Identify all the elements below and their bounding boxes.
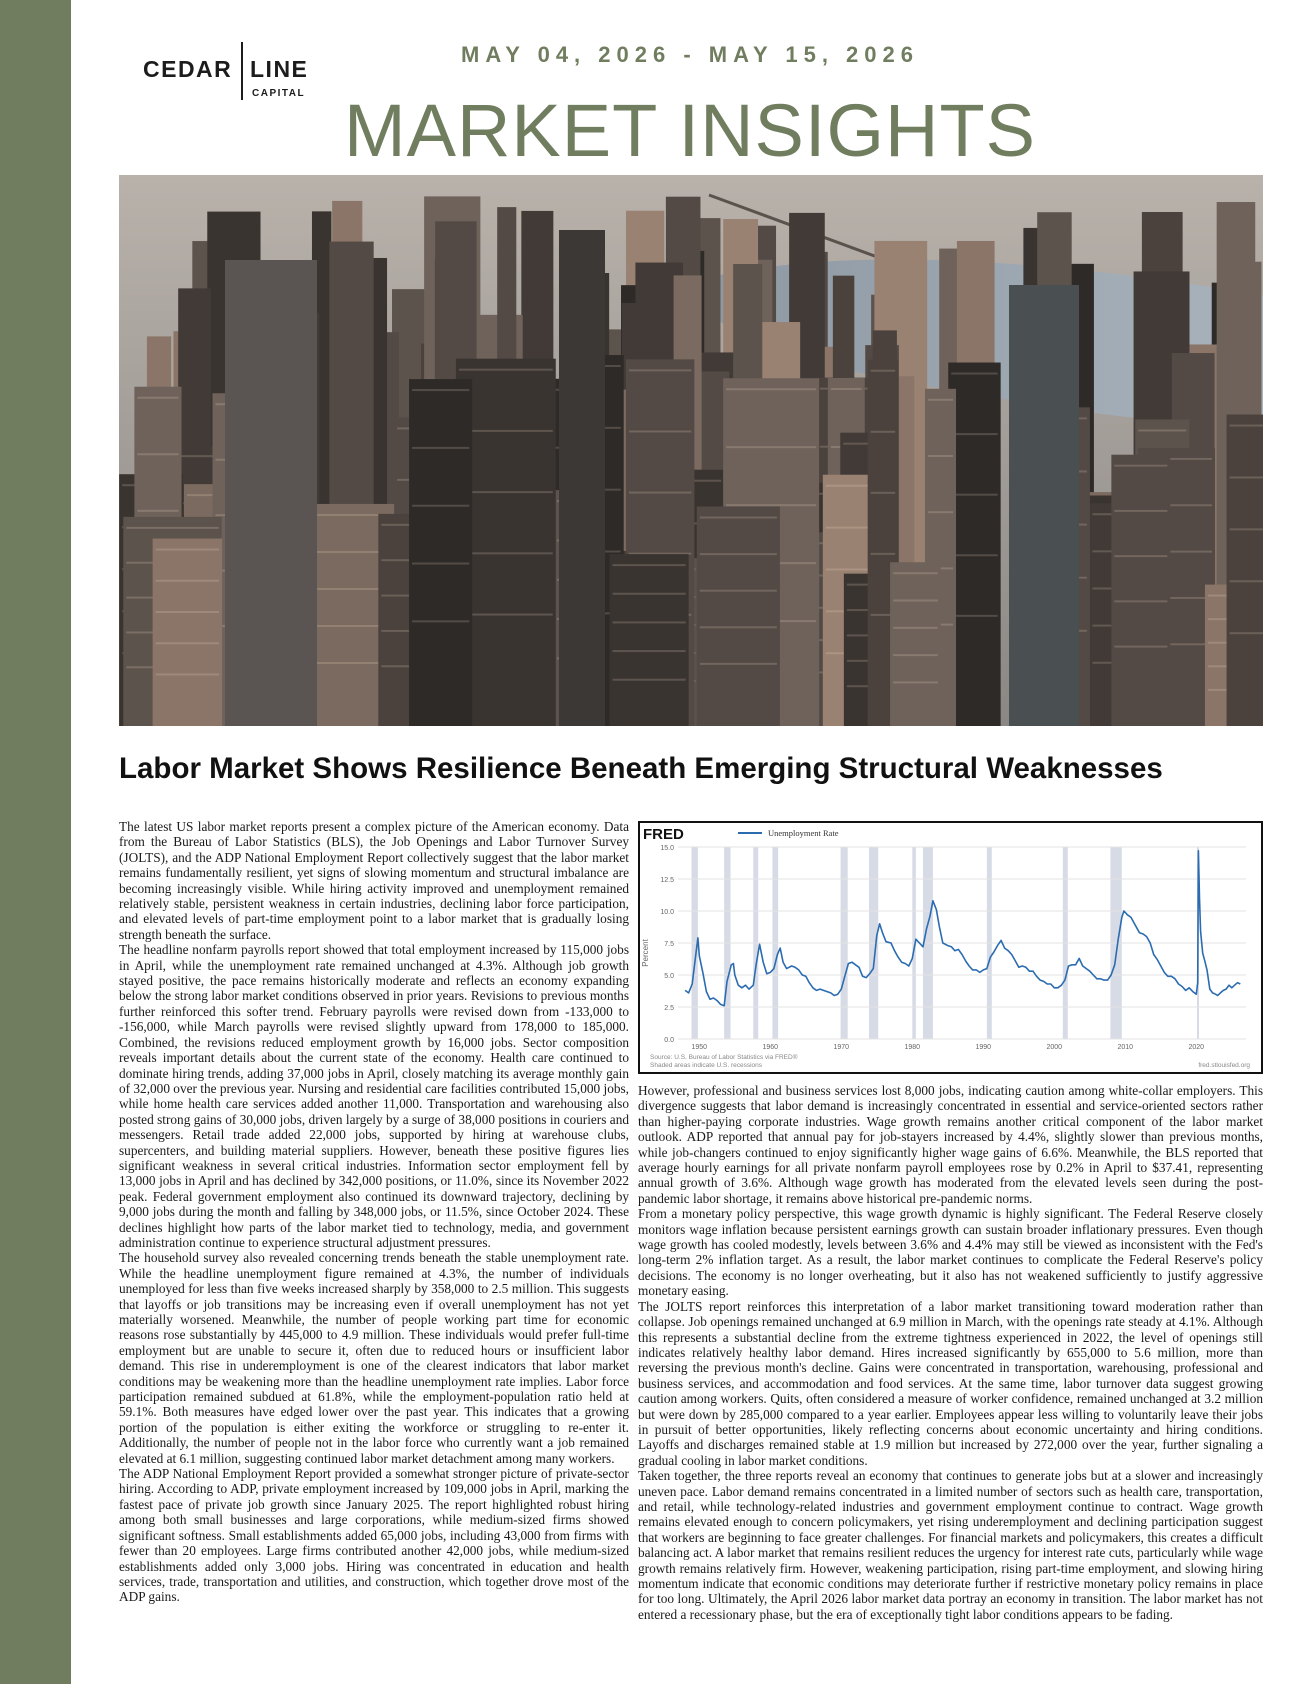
foreground-building — [610, 554, 689, 726]
date-range: MAY 04, 2026 - MAY 15, 2026 — [461, 42, 919, 67]
x-tick-label: 1990 — [975, 1044, 992, 1051]
window-row — [928, 511, 953, 513]
window-row — [459, 430, 553, 432]
window-row — [459, 369, 553, 371]
x-tick-label: 1960 — [762, 1044, 779, 1051]
chart-source-note: Source: U.S. Bureau of Labor Statistics via FRED® — [650, 1054, 798, 1061]
window-row — [629, 492, 691, 494]
window-row — [893, 681, 938, 683]
y-tick-label: 15.0 — [660, 845, 674, 852]
window-row — [459, 552, 553, 554]
fred-brand-text: FRED — [643, 826, 684, 843]
window-row — [1230, 528, 1263, 530]
window-row — [871, 370, 896, 372]
article-paragraph: The ADP National Employment Report provided a somewhat stronger picture of private-sector hiring. According to ADP, private employment increased by 109,000 jobs in April, marking the fastest pace of private job growth since January 2025. The report highlighted robust hiring among both small businesses and large corporations, while medium-sized firms showed significant softness. Small establishments added 65,000 jobs, including 43,000 from firms with fewer than 20 employees. Large firms contributed another 42,000 jobs, while medium-sized establishments added only 3,000 jobs. Hiring was concentrated in education and health services, trade, transportation and utilities, and construction, which together drove most of the ADP gains. — [119, 1466, 629, 1605]
window-row — [156, 580, 219, 582]
masthead-title: MARKET INSIGHTS — [343, 89, 1037, 172]
window-row — [629, 430, 691, 432]
window-row — [156, 674, 219, 676]
window-row — [1230, 632, 1263, 634]
window-row — [726, 504, 816, 506]
window-row — [951, 433, 997, 435]
window-row — [1114, 510, 1167, 512]
foreground-building — [697, 507, 780, 726]
y-tick-label: 5.0 — [664, 973, 674, 980]
brand-subtitle: CAPITAL — [252, 88, 306, 99]
window-row — [137, 453, 178, 455]
chart-credit: fred.stlouisfed.org — [1198, 1062, 1250, 1069]
window-row — [893, 654, 938, 656]
window-row — [412, 620, 469, 622]
brand-divider — [241, 42, 243, 100]
article-right-column — [638, 1083, 1263, 1665]
tower-un — [1009, 285, 1079, 726]
x-tick-label: 2020 — [1188, 1044, 1205, 1051]
window-row — [951, 373, 997, 375]
article-paragraph: The latest US labor market reports present a complex picture of the American economy. Data from the Bureau of Labor Statistics (BLS), the Job Openings and Labor Turnover Survey (JOLTS), and the ADP National Employment Report collectively suggest that the labor market remains fundamentally resilient, yet signs of slowing momentum and structural imbalance are becoming increasingly visible. While hiring activity improved and unemployment remained relatively stable, persistent weakness in certain industries, declining labor force participation, and elevated levels of part-time employment point to a labor market that is gradually losing strength beneath the surface. — [119, 819, 629, 942]
y-tick-label: 2.5 — [664, 1005, 674, 1012]
city-skyline-illustration — [119, 175, 1263, 726]
chart-shading-note: Shaded areas indicate U.S. recessions — [650, 1062, 763, 1069]
window-row — [1114, 465, 1167, 467]
window-row — [1230, 476, 1263, 478]
window-row — [629, 369, 691, 371]
window-row — [831, 388, 862, 390]
window-row — [126, 527, 218, 529]
article-left-column — [119, 819, 629, 1665]
x-tick-label: 2010 — [1117, 1044, 1134, 1051]
foreground-building — [948, 363, 1000, 726]
y-tick-label: 0.0 — [664, 1037, 674, 1044]
x-tick-label: 2000 — [1046, 1044, 1063, 1051]
legend-series-name: Unemployment Rate — [768, 828, 839, 838]
hero-image — [119, 175, 1263, 726]
article-headline: Labor Market Shows Resilience Beneath Emerging Structural Weaknesses — [119, 752, 1163, 785]
article-paragraph: Taken together, the three reports reveal an economy that continues to generate jobs but at a slower and increasingly uneven pace. Labor demand remains concentrated in a limited number of sectors such as health care, transportation, and retail, while technology-related industries and government employment continue to contract. Wage growth remains elevated enough to concern policymakers, yet rising underemployment and declining participation suggest that workers are beginning to face greater challenges. For financial markets and policymakers, this creates a difficult balancing act. A labor market that remains resilient reduces the urgency for interest rate cuts, particularly while wage growth remains relatively firm. However, weakening participation, rising part-time employment, and slowing hiring momentum indicate that economic conditions may deteriorate further if restrictive monetary policy remains in place for too long. Ultimately, the April 2026 labor market data portray an economy in transition. The labor market has not entered a recessionary phase, but the era of exceptionally tight labor conditions appears to be fading. — [638, 1468, 1263, 1622]
window-row — [1114, 555, 1167, 557]
window-row — [1230, 580, 1263, 582]
window-row — [893, 600, 938, 602]
article-paragraph: The JOLTS report reinforces this interpretation of a labor market transitioning toward moderation rather than collapse. Job openings remained unchanged at 6.9 million in March, with the openings rate steady at 4.1%. Although this represents a substantial decline from the extreme tightness experienced in 2022, the level of openings still indicates relatively healthy labor demand. Hires increased significantly by 655,000 to 5.6 million, more than reversing the previous month's decline. Gains were concentrated in transportation, warehousing, professional and business services, and accommodation and food services. At the same time, labor turnover data suggest growing caution among workers. Quits, often considered a measure of worker confidence, remained unchanged at 3.2 million but were down by 285,000 compared to a year earlier. Employees appear less willing to voluntarily leave their jobs in pursuit of better opportunities, likely reflecting concerns about economic uncertainty and hiring conditions. Layoffs and discharges remained stable at 1.9 million but increased by 272,000 over the year, further signaling a gradual cooling in labor market conditions. — [638, 1298, 1263, 1468]
window-row — [726, 388, 816, 390]
foreground-building — [890, 562, 941, 726]
chart-canvas — [640, 823, 1261, 1072]
y-tick-label: 10.0 — [660, 909, 674, 916]
window-row — [700, 553, 777, 555]
window-row — [928, 399, 953, 401]
window-row — [412, 447, 469, 449]
y-tick-label: 7.5 — [664, 941, 674, 948]
tower-spire — [559, 230, 605, 726]
window-row — [951, 554, 997, 556]
window-row — [893, 627, 938, 629]
window-row — [1114, 646, 1167, 648]
window-row — [156, 611, 219, 613]
x-tick-label: 1980 — [904, 1044, 921, 1051]
window-row — [459, 491, 553, 493]
x-tick-label: 1950 — [691, 1044, 708, 1051]
y-axis-label: Percent — [641, 939, 650, 967]
window-row — [137, 397, 178, 399]
window-row — [871, 431, 896, 433]
y-tick-label: 12.5 — [660, 877, 674, 884]
window-row — [412, 505, 469, 507]
window-row — [951, 615, 997, 617]
article-paragraph: The headline nonfarm payrolls report showed that total employment increased by 115,000 jobs in April, while the unemployment rate remained unchanged at 4.3%. Although job growth stayed positive, the pace remains historically moderate and reflects an economy expanding below the strong labor market conditions observed in prior years. Revisions to previous months further reinforced this softer trend. February payrolls were revised down from -133,000 to -156,000, while March payrolls were revised slightly upward from 178,000 to 185,000. Combined, the revisions reduced employment growth by 16,000 jobs. Sector composition reveals important details about the current state of the economy. Health care continued to dominate hiring trends, adding 37,000 jobs in April, closely matching its average monthly gain of 32,000 over the previous year. Nursing and residential care facilities contributed 15,000 jobs, while home health care services added another 11,000. Transportation and warehousing also posted strong gains of 30,000 jobs, driven largely by a surge of 38,000 positions in couriers and messengers. Retail trade added 22,000 jobs, supported by hiring at warehouse clubs, supercenters, and building material suppliers. However, beneath these positive figures lies significant weakness in several critical industries. Information sector employment fell by 13,000 jobs in April and has declined by 342,000 positions, or 11.0%, since its November 2022 peak. Federal government employment also continued its downward trajectory, declining by 9,000 jobs during the month and falling by 348,000 jobs, or 11.5%, since October 2024. These declines highlight how parts of the labor market tied to technology, media, and government administration continue to experience structural adjustment pressures. — [119, 942, 629, 1250]
window-row — [459, 614, 553, 616]
article-paragraph: From a monetary policy perspective, this wage growth dynamic is highly significant. The Federal Reserve closely monitors wage inflation because persistent earnings growth can sustain broader inflationary pressures. Even though wage growth has cooled modestly, levels between 3.6% and 4.4% may still be viewed as inconsistent with the Fed's long-term 2% inflation target. As a result, the labor market continues to complicate the Federal Reserve's policy decisions. The economy is no longer overheating, but it also has not weakened sufficiently to justify aggressive monetary easing. — [638, 1206, 1263, 1299]
window-row — [1138, 429, 1186, 431]
window-row — [700, 517, 777, 519]
window-row — [137, 510, 178, 512]
window-row — [871, 553, 896, 555]
window-row — [613, 621, 686, 623]
foreground-building — [1227, 415, 1263, 726]
window-row — [700, 626, 777, 628]
foreground-building — [153, 539, 222, 726]
foreground-building — [409, 379, 472, 726]
window-row — [700, 590, 777, 592]
window-row — [412, 389, 469, 391]
brand-logo — [140, 40, 315, 102]
unemployment-chart — [638, 821, 1263, 1074]
tower-metlife — [225, 260, 317, 726]
window-row — [1114, 600, 1167, 602]
window-row — [412, 563, 469, 565]
article-paragraph: The household survey also revealed concerning trends beneath the stable unemployment rate. While the headline unemployment figure remained at 4.3%, the number of individuals unemployed for less than five weeks increased sharply by 358,000 to 2.5 million. This suggests that layoffs or job transitions may be increasing even if overall unemployment has not yet materially worsened. Meanwhile, the number of people working part time for economic reasons rose substantially by 445,000 to 4.9 million. These individuals would prefer full-time employment but are unable to secure it, often due to reduced hours or insufficient labor demand. This rise in underemployment is one of the clearest indicators that labor market conditions may be weakening more than the headline unemployment rate implies. Labor force participation remained subdued at 61.8%, while the employment-population ratio held at 59.1%. Both measures have edged lower over the past year. This indicates that a growing portion of the population is either exiting the workforce or struggling to re-enter it. Additionally, the number of people not in the labor force who currently want a job remained elevated at 6.1 million, suggesting continued labor market detachment among many workers. — [119, 1250, 629, 1466]
article-paragraph: However, professional and business services lost 8,000 jobs, indicating caution among white-collar employers. This divergence suggests that labor demand is increasingly concentrated in essential and service-oriented sectors rather than higher-paying corporate industries. Wage growth remains another critical component of the labor market outlook. ADP reported that annual pay for job-stayers increased by 4.4%, slightly slower than previous months, while job-changers continued to enjoy significantly higher wage gains of 6.6%. Meanwhile, the BLS reported that average hourly earnings for all private nonfarm payroll employees rose by 0.2% in April to $37.41, representing annual growth of 3.6%. Although wage growth has moderated from the elevated levels seen during the post-pandemic labor shortage, it remains above historical pre-pandemic norms. — [638, 1083, 1263, 1206]
window-row — [156, 549, 219, 551]
window-row — [726, 446, 816, 448]
foreground-building — [1111, 455, 1170, 726]
window-row — [613, 679, 686, 681]
window-row — [156, 642, 219, 644]
window-row — [1230, 425, 1263, 427]
window-row — [613, 564, 686, 566]
window-row — [700, 663, 777, 665]
window-row — [928, 455, 953, 457]
brand-name-right: LINE — [250, 56, 309, 82]
window-row — [893, 572, 938, 574]
window-row — [951, 494, 997, 496]
x-tick-label: 1970 — [833, 1044, 850, 1051]
accent-sidebar — [0, 0, 71, 1684]
window-row — [613, 650, 686, 652]
brand-name-left: CEDAR — [143, 56, 233, 82]
window-row — [613, 593, 686, 595]
window-row — [871, 492, 896, 494]
